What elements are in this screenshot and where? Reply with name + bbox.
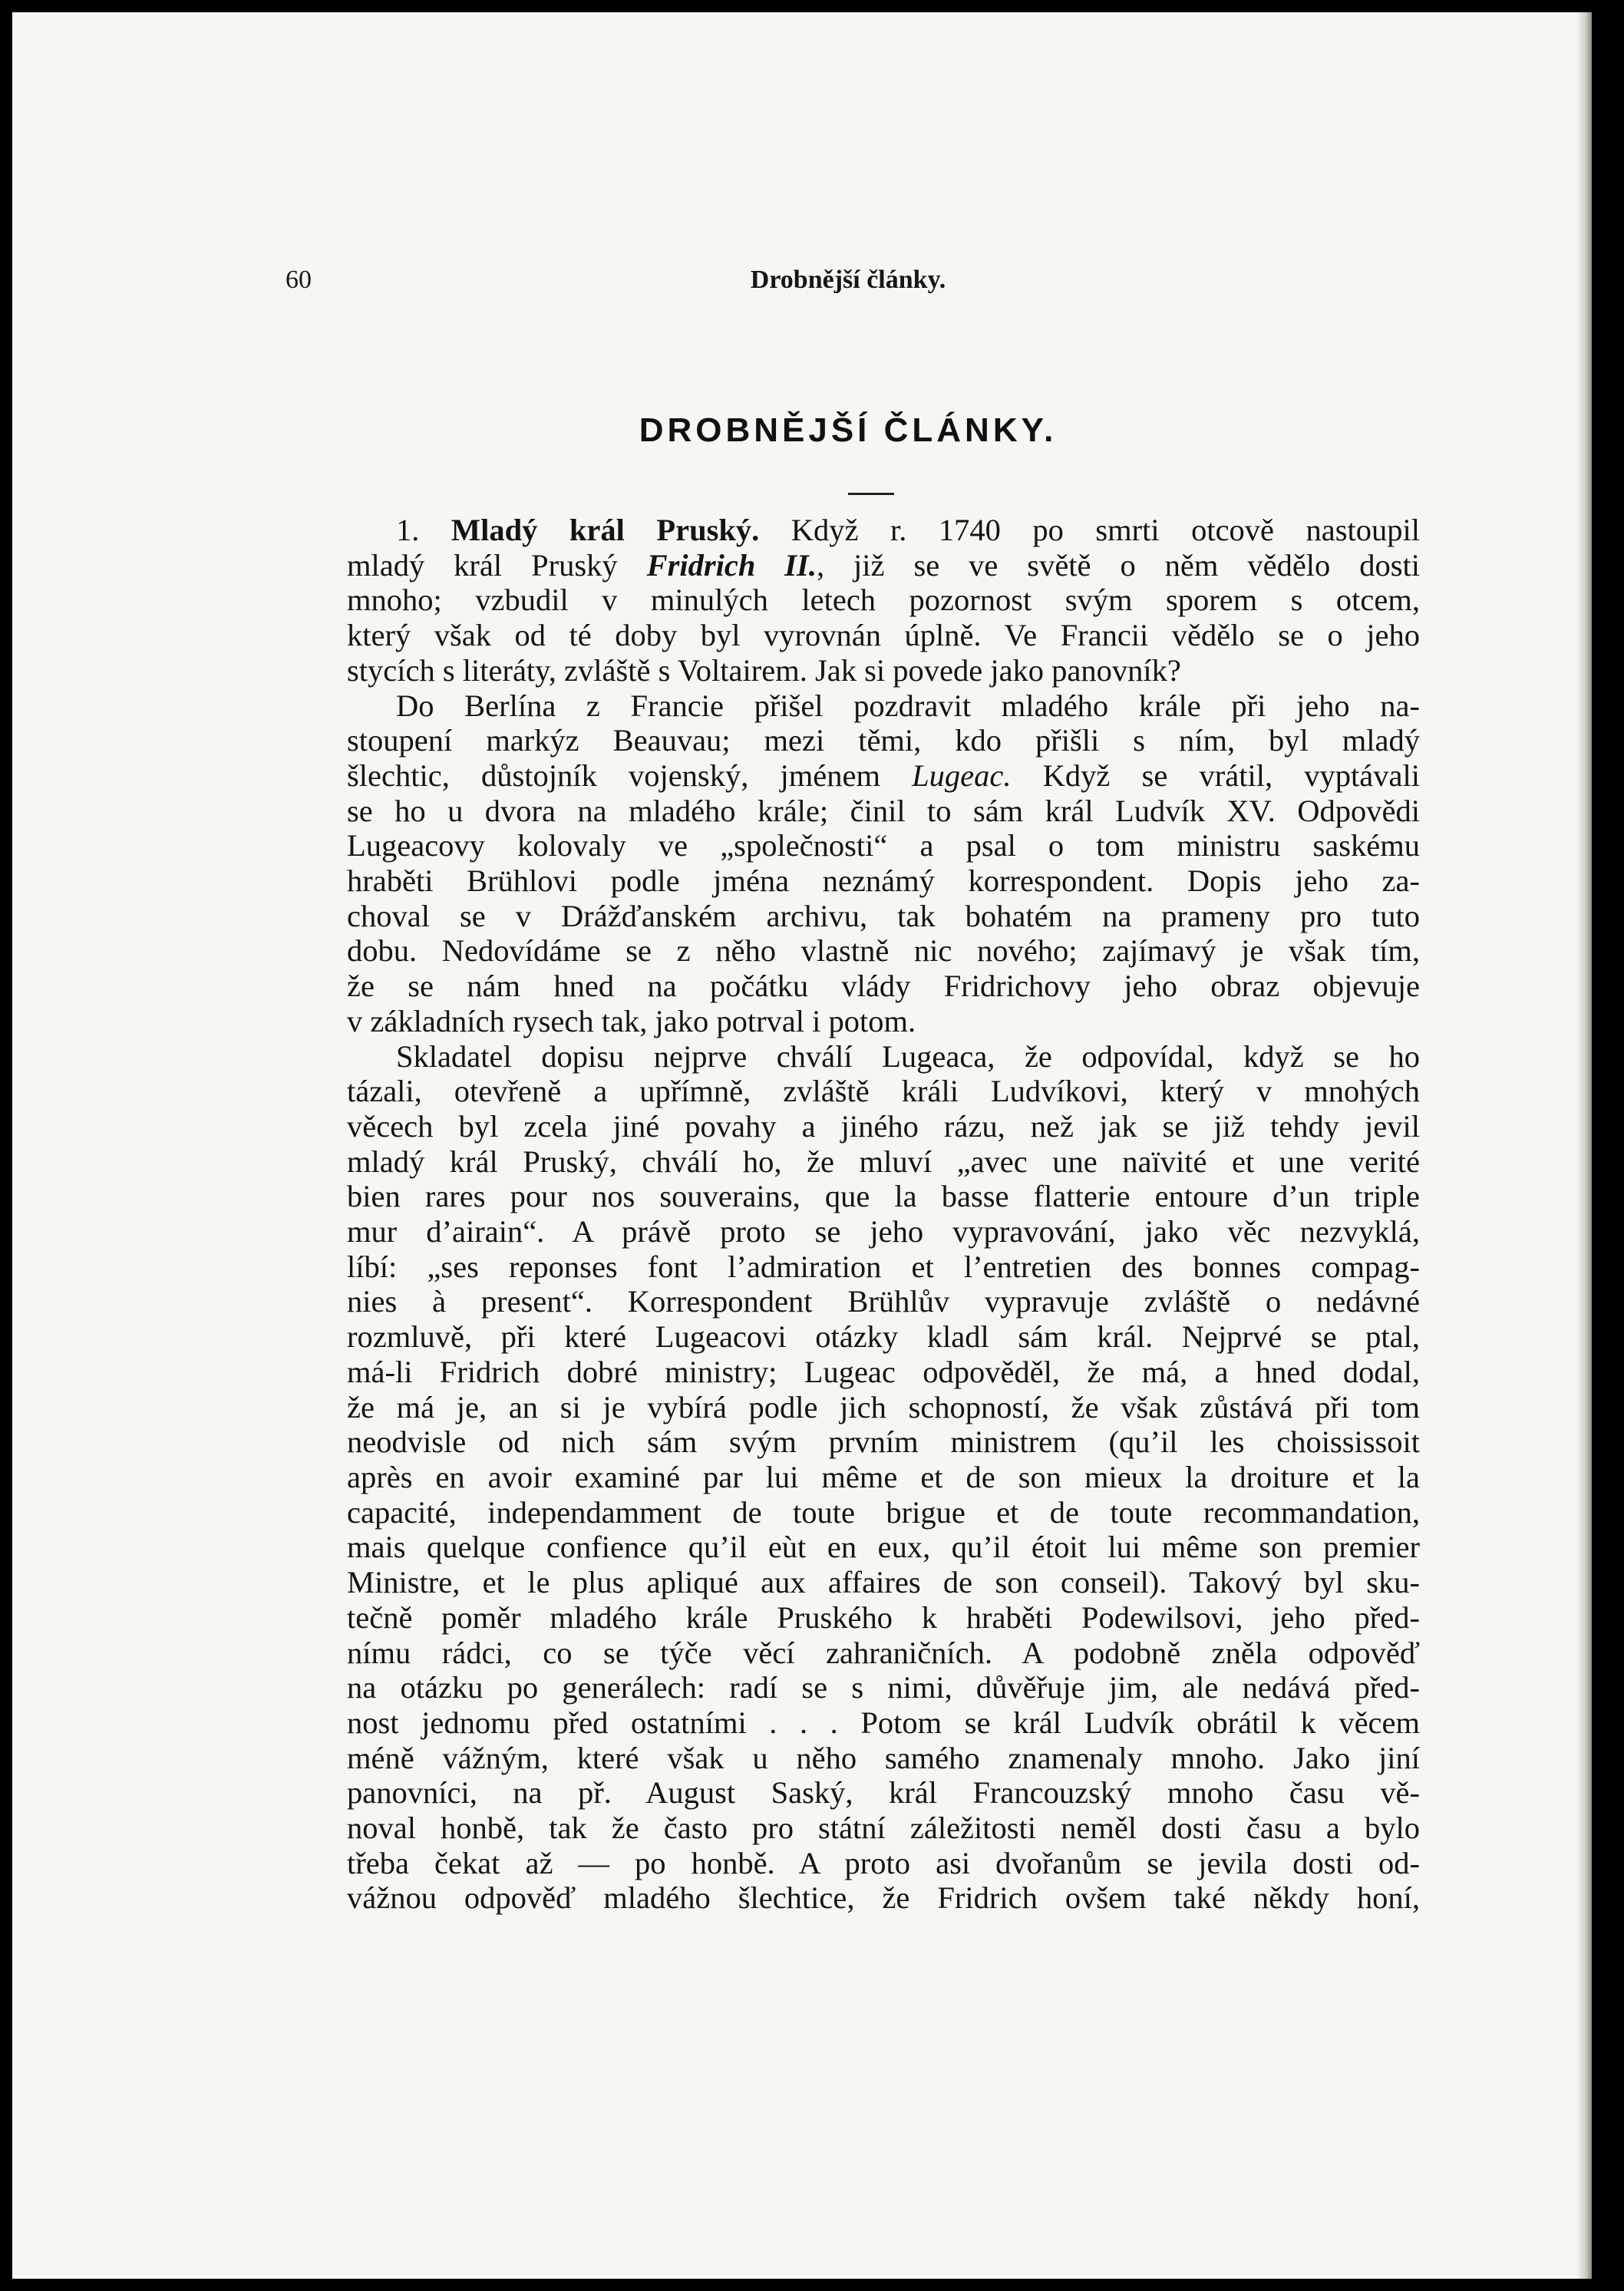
text-line: Do Berlína z Francie přišel pozdravit mladého krále při jeho na- (396, 688, 1420, 723)
article-number: 1. (396, 513, 451, 547)
text-line: bien rares pour nos souverains, que la basse flatterie entoure d’un triple (347, 1179, 1420, 1214)
text-line: věcech byl zcela jiné povahy a jiného rázu, než jak se již tehdy jevil (347, 1108, 1420, 1144)
article-title: Mladý král Pruský. (451, 513, 760, 547)
page-number: 60 (286, 266, 312, 294)
text-line: mur d’airain“. A právě proto se jeho vypravování, jako věc nezvyklá, (347, 1214, 1420, 1249)
text-line: vážnou odpověď mladého šlechtice, že Fridrich ovšem také někdy honí, (347, 1880, 1420, 1916)
text-line: mnoho; vzbudil v minulých letech pozornost svým sporem s otcem, (347, 583, 1420, 618)
text-line: nost jednomu před ostatními . . . Potom se král Ludvík obrátil k věcem (347, 1705, 1420, 1740)
text-line: choval se v Drážďanském archivu, tak bohatém na prameny pro tuto (347, 898, 1420, 933)
text-line: stoupení markýz Beauvau; mezi těmi, kdo přišli s ním, byl mladý (347, 723, 1420, 758)
body-text (347, 513, 1420, 1916)
text-line: nies à present“. Korrespondent Brühlův vypravuje zvláště o nedávné (347, 1284, 1420, 1319)
text-line: má-li Fridrich dobré ministry; Lugeac odpověděl, že má, a hned dodal, (347, 1354, 1420, 1389)
name-fridrich: Fridrich II. (646, 547, 817, 583)
section-heading: DROBNĚJŠÍ ČLÁNKY. (639, 411, 1058, 449)
text-line: že se nám hned na počátku vlády Fridrichovy jeho obraz objevuje (347, 969, 1420, 1004)
text-line: hraběti Brühlovi podle jména neznámý korrespondent. Dopis jeho za- (347, 863, 1420, 899)
text-line: Skladatel dopisu nejprve chválí Lugeaca, že odpovídal, když se ho (396, 1038, 1420, 1074)
text-line: Lugeacovy kolovaly ve „společnosti“ a psal o tom ministru saskému (347, 828, 1420, 863)
text-line: dobu. Nedovídáme se z něho vlastně nic nového; zajímavý je však tím, (347, 933, 1420, 969)
text-line: na otázku po generálech: radí se s nimi, důvěřuje jim, ale nedává před- (347, 1670, 1420, 1705)
text-line: že má je, an si je vybírá podle jich schopností, že však zůstává při tom (347, 1389, 1420, 1424)
text-line: capacité, independamment de toute brigue et de toute recommandation, (347, 1494, 1420, 1530)
text-line: panovníci, na př. August Saský, král Francouzský mnoho času vě- (347, 1775, 1420, 1811)
text-line: neodvisle od nich sám svým prvním ministrem (qu’il les choississoit (347, 1424, 1420, 1460)
text-line: který však od té doby byl vyrovnán úplně. Ve Francii vědělo se o jeho (347, 618, 1420, 653)
text-line: méně vážným, které však u něho samého znamenaly mnoho. Jako jiní (347, 1740, 1420, 1775)
text-line: tázali, otevřeně a upřímně, zvláště králi Ludvíkovi, který v mnohých (347, 1074, 1420, 1109)
text-line: tečně poměr mladého krále Pruského k hraběti Podewilsovi, jeho před- (347, 1599, 1420, 1635)
text-line: se ho u dvora na mladého krále; činil to sám král Ludvík XV. Odpovědi (347, 793, 1420, 828)
text-line: stycích s literáty, zvláště s Voltairem. Jak si povede jako panovník? (347, 652, 1181, 688)
text-line: noval honbě, tak že často pro státní záležitosti neměl dosti času a bylo (347, 1811, 1420, 1846)
text-line: Ministre, et le plus apliqué aux affaires de son conseil). Takový byl sku- (347, 1565, 1420, 1600)
page-edge-shadow (1576, 12, 1592, 2279)
text-line: v základních rysech tak, jako potrval i potom. (347, 1003, 916, 1038)
running-head (286, 266, 1411, 304)
text-line: šlechtic, důstojník vojenský, jménem Lugeac. Když se vrátil, vyptávali (347, 758, 1420, 793)
text-line: rozmluvě, při které Lugeacovi otázky kladl sám král. Nejprvé se ptal, (347, 1319, 1420, 1355)
text-line: après en avoir examiné par lui même et de son mieux la droiture et la (347, 1459, 1420, 1494)
text-line: mais quelque confience qu’il eùt en eux, qu’il étoit lui même son premier (347, 1530, 1420, 1565)
text-line: nímu rádci, co se týče věcí zahraničních. A podobně zněla odpověď (347, 1635, 1420, 1670)
text-line: 1. Mladý král Pruský. Když r. 1740 po smrti otcově nastoupil (396, 513, 1421, 547)
text-line: mladý král Pruský Fridrich II., již se ve světě o něm vědělo dosti (347, 547, 1421, 583)
text-line: třeba čekat až — po honbě. A proto asi dvořanům se jevila dosti od- (347, 1845, 1420, 1880)
text-line: mladý král Pruský, chválí ho, že mluví „avec une naïvité et une verité (347, 1144, 1420, 1179)
name-lugeac: Lugeac. (912, 758, 1012, 793)
text-line: líbí: „ses reponses font l’admiration et l’entretien des bonnes compag- (347, 1249, 1420, 1284)
heading-rule (848, 493, 894, 495)
running-title: Drobnější články. (750, 266, 946, 294)
book-page (12, 12, 1592, 2279)
